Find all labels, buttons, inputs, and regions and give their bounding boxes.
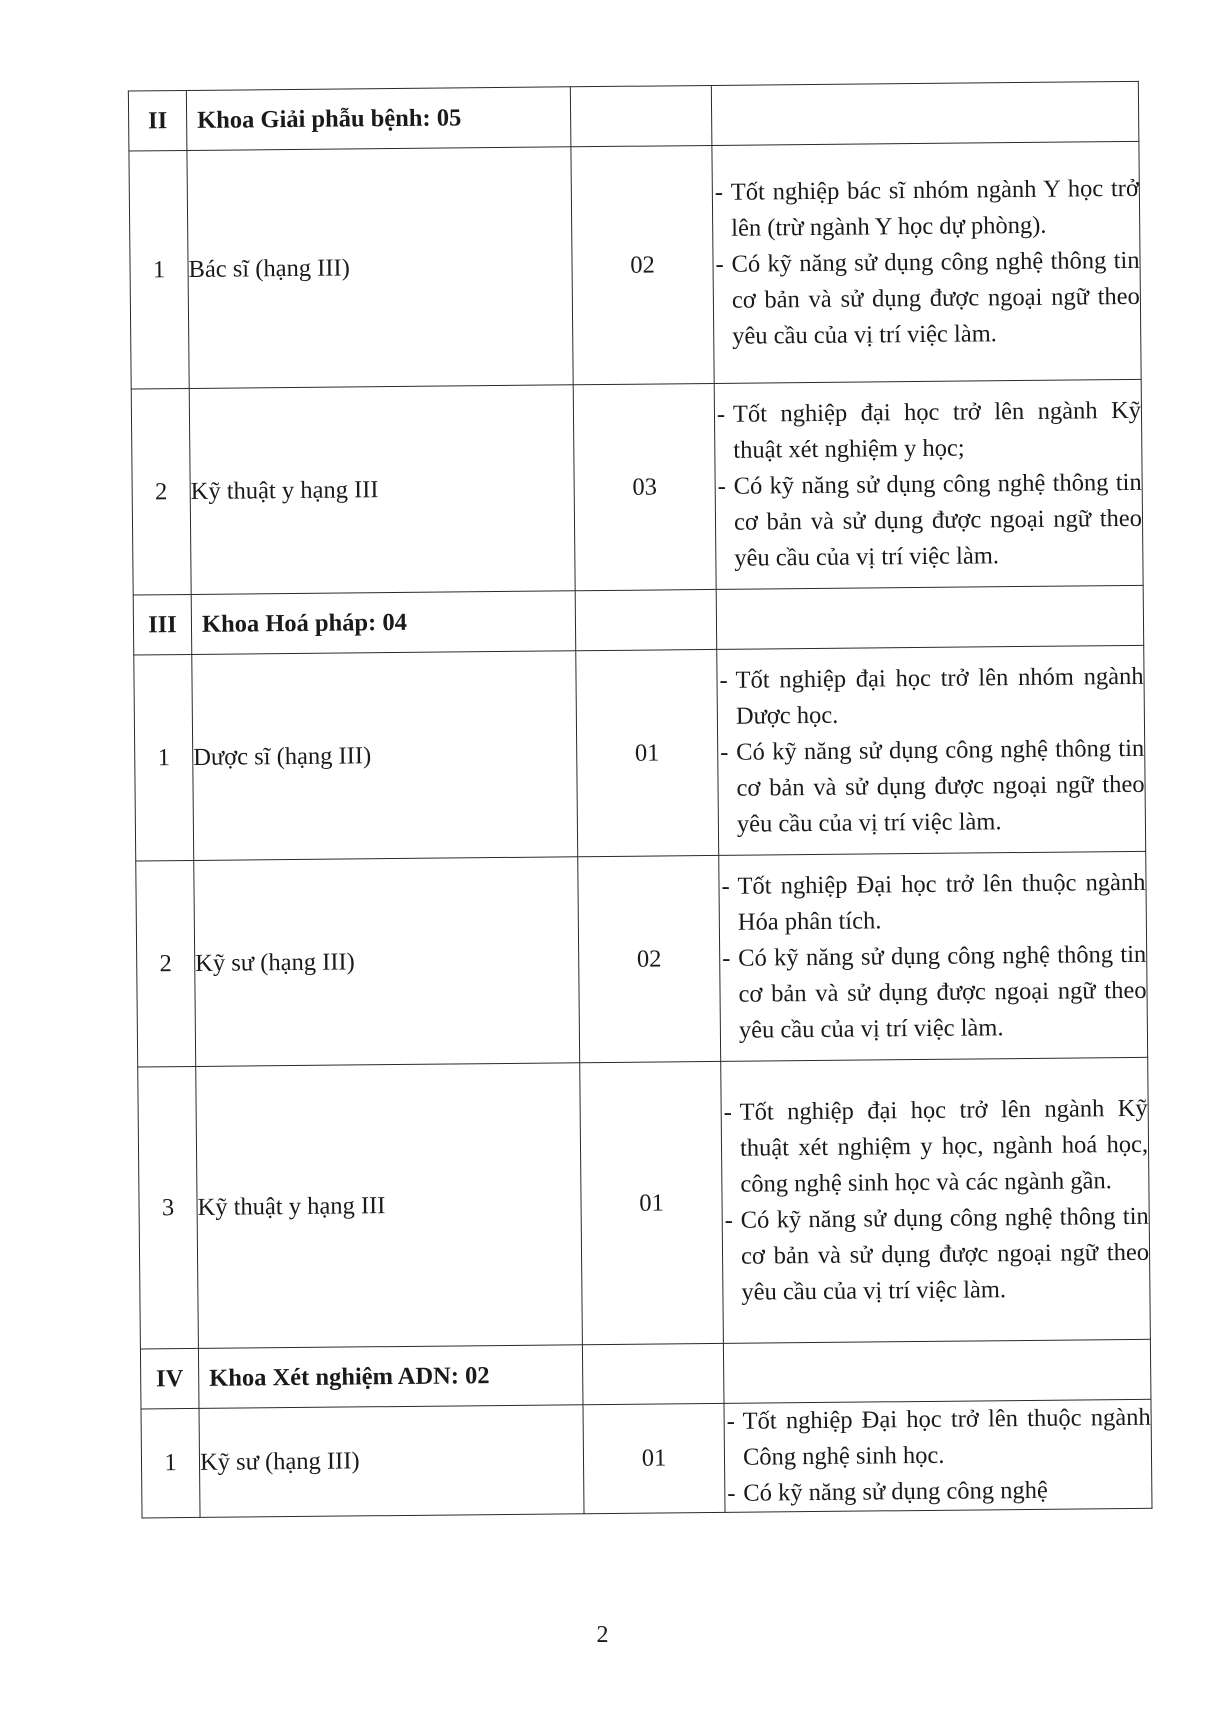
requirement-text: Tốt nghiệp đại học trở lên ngành Kỹ thuật xét nghiệm y học; [732,396,1142,464]
section-req-cell [716,585,1144,649]
section-req-cell [711,81,1139,145]
position-requirements [719,851,1148,1061]
position-requirements [712,141,1141,383]
requirement-text: Có kỹ năng sử dụng công nghệ thông tin cơ bản và sử dụng được ngoại ngữ theo yêu cầu của vị trí việc làm. [731,246,1140,350]
position-title: Kỹ sư (hạng III) [194,857,580,1067]
position-quantity: 01 [576,649,719,856]
recruitment-table [128,81,1153,1519]
requirement-text: Tốt nghiệp đại học trở lên ngành Kỹ thuật xét nghiệm y học, ngành hoá học, công nghệ sinh học và các ngành gần. [739,1094,1149,1198]
section-req-cell [723,1339,1151,1403]
row-number: 1 [141,1408,200,1518]
dash-bullet: - [720,738,729,766]
requirement-item [715,392,1142,468]
requirement-text: Có kỹ năng sử dụng công nghệ thông tin cơ bản và sử dụng được ngoại ngữ theo yêu cầu của vị trí việc làm. [738,940,1147,1044]
requirement-text: Tốt nghiệp Đại học trở lên thuộc ngành Hóa phân tích. [737,868,1146,936]
requirement-item [723,1198,1150,1310]
section-title: Khoa Giải phẫu bệnh: 05 [186,87,571,151]
dash-bullet: - [714,178,724,206]
position-title: Dược sĩ (hạng III) [192,651,578,861]
table-row [129,141,1141,389]
dash-bullet: - [715,250,724,278]
section-number: IV [140,1348,199,1409]
position-requirements [717,645,1146,855]
requirement-text: Tốt nghiệp bác sĩ nhóm ngành Y học trở lên (trừ ngành Y học dự phòng). [730,174,1139,242]
requirement-text: Tốt nghiệp đại học trở lên nhóm ngành Dược học. [735,662,1144,730]
dash-bullet: - [723,1098,732,1126]
page-number: 2 [596,1622,609,1648]
row-number: 2 [136,860,196,1067]
dash-bullet: - [726,1407,735,1435]
section-qty-cell [582,1343,724,1404]
dash-bullet: - [719,666,728,694]
requirement-text: Tốt nghiệp Đại học trở lên thuộc ngành Công nghệ sinh học. [742,1403,1151,1471]
position-requirements [721,1057,1151,1343]
dash-bullet: - [727,1479,736,1507]
section-qty-cell [570,85,712,146]
row-number: 1 [134,654,194,861]
table-row [138,1057,1151,1349]
requirement-item [722,1090,1149,1202]
position-title: Bác sĩ (hạng III) [187,147,573,389]
requirement-text: Có kỹ năng sử dụng công nghệ [743,1476,1048,1507]
position-quantity: 02 [571,145,714,384]
table-row [136,851,1148,1067]
section-title: Khoa Xét nghiệm ADN: 02 [198,1345,583,1409]
position-requirements [714,379,1143,589]
dash-bullet: - [724,1206,734,1234]
dash-bullet: - [722,944,731,972]
requirement-item [724,1400,1151,1476]
requirement-item [713,170,1140,246]
position-title: Kỹ sư (hạng III) [199,1405,584,1518]
requirement-item [720,936,1147,1048]
dash-bullet: - [721,872,730,900]
requirement-item [713,242,1140,354]
requirement-text: Có kỹ năng sử dụng công nghệ thông tin cơ bản và sử dụng được ngoại ngữ theo yêu cầu của vị trí việc làm. [733,468,1143,572]
requirement-item [725,1472,1151,1512]
requirement-item [719,864,1146,940]
table-row [141,1399,1152,1518]
section-qty-cell [575,589,717,650]
position-requirements [724,1399,1152,1512]
section-row [133,585,1144,655]
position-title: Kỹ thuật y hạng III [196,1063,583,1349]
section-title: Khoa Hoá pháp: 04 [191,591,576,655]
row-number: 2 [131,388,191,595]
requirement-text: Có kỹ năng sử dụng công nghệ thông tin cơ bản và sử dụng được ngoại ngữ theo yêu cầu của vị trí việc làm. [740,1202,1150,1306]
requirement-item [716,464,1143,576]
position-quantity: 02 [578,855,721,1062]
table-row [134,645,1146,861]
section-number: III [133,594,192,655]
section-row [140,1339,1151,1409]
position-quantity: 01 [583,1403,725,1513]
position-title: Kỹ thuật y hạng III [189,385,575,595]
section-number: II [128,90,187,151]
position-quantity: 01 [580,1061,724,1344]
requirement-text: Có kỹ năng sử dụng công nghệ thông tin cơ bản và sử dụng được ngoại ngữ theo yêu cầu của vị trí việc làm. [736,734,1145,838]
dash-bullet: - [717,472,726,500]
requirement-item [718,730,1145,842]
requirement-item [717,658,1144,734]
section-row [128,81,1139,151]
row-number: 3 [138,1066,199,1349]
dash-bullet: - [716,400,726,428]
table-row [131,379,1143,595]
position-quantity: 03 [573,383,716,590]
row-number: 1 [129,150,189,389]
